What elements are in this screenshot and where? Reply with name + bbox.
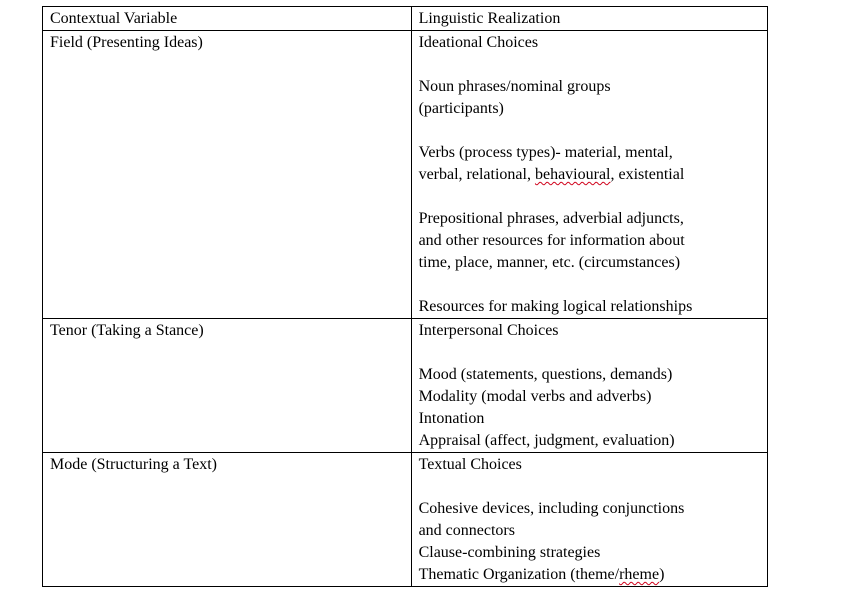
realization-line: Modality (modal verbs and adverbs) [418, 388, 652, 405]
realization-line: verbal, relational, behavioural, existential [418, 166, 685, 183]
field-realization-cell [411, 31, 767, 319]
header-cell-contextual-variable [43, 7, 412, 31]
tenor-variable-cell [43, 319, 412, 453]
mode-variable-text: Mode (Structuring a Text) [50, 456, 217, 473]
table-row-field [43, 31, 768, 319]
mode-variable-cell [43, 453, 412, 587]
realization-line: (participants) [418, 100, 504, 117]
realization-line: time, place, manner, etc. (circumstances) [418, 254, 681, 271]
realization-line: Mood (statements, questions, demands) [418, 366, 673, 383]
table-row-mode [43, 453, 768, 587]
field-variable-text: Field (Presenting Ideas) [50, 34, 203, 51]
spellcheck-flagged-word: rheme [619, 566, 660, 583]
realization-line: Ideational Choices [418, 34, 539, 51]
realization-line: Thematic Organization (theme/rheme) [418, 566, 665, 583]
field-variable-cell [43, 31, 412, 319]
blank-line [419, 186, 760, 208]
realization-line: Appraisal (affect, judgment, evaluation) [418, 432, 675, 449]
tenor-variable-text: Tenor (Taking a Stance) [50, 322, 204, 339]
realization-line: and other resources for information about [418, 232, 685, 249]
blank-line [419, 274, 760, 296]
header-cell-linguistic-realization [411, 7, 767, 31]
header-right-text: Linguistic Realization [418, 10, 561, 27]
blank-line [419, 476, 760, 498]
realization-line: Resources for making logical relationships [418, 298, 693, 315]
table-header-row [43, 7, 768, 31]
blank-line [419, 120, 760, 142]
realization-line: Textual Choices [418, 456, 522, 473]
realization-line: Clause-combining strategies [418, 544, 601, 561]
tenor-realization-cell [411, 319, 767, 453]
table-row-tenor [43, 319, 768, 453]
realization-line: Cohesive devices, including conjunctions [418, 500, 685, 517]
realization-line: Noun phrases/nominal groups [418, 78, 611, 95]
header-left-text: Contextual Variable [50, 10, 178, 27]
realization-line: Interpersonal Choices [418, 322, 559, 339]
realization-line: and connectors [418, 522, 515, 539]
blank-line [419, 54, 760, 76]
contextual-variable-table [42, 6, 768, 587]
spellcheck-flagged-word: behavioural [534, 166, 611, 183]
blank-line [419, 342, 760, 364]
realization-line: Verbs (process types)- material, mental, [418, 144, 673, 161]
mode-realization-cell [411, 453, 767, 587]
realization-line: Prepositional phrases, adverbial adjuncts, [418, 210, 684, 227]
realization-line: Intonation [418, 410, 485, 427]
